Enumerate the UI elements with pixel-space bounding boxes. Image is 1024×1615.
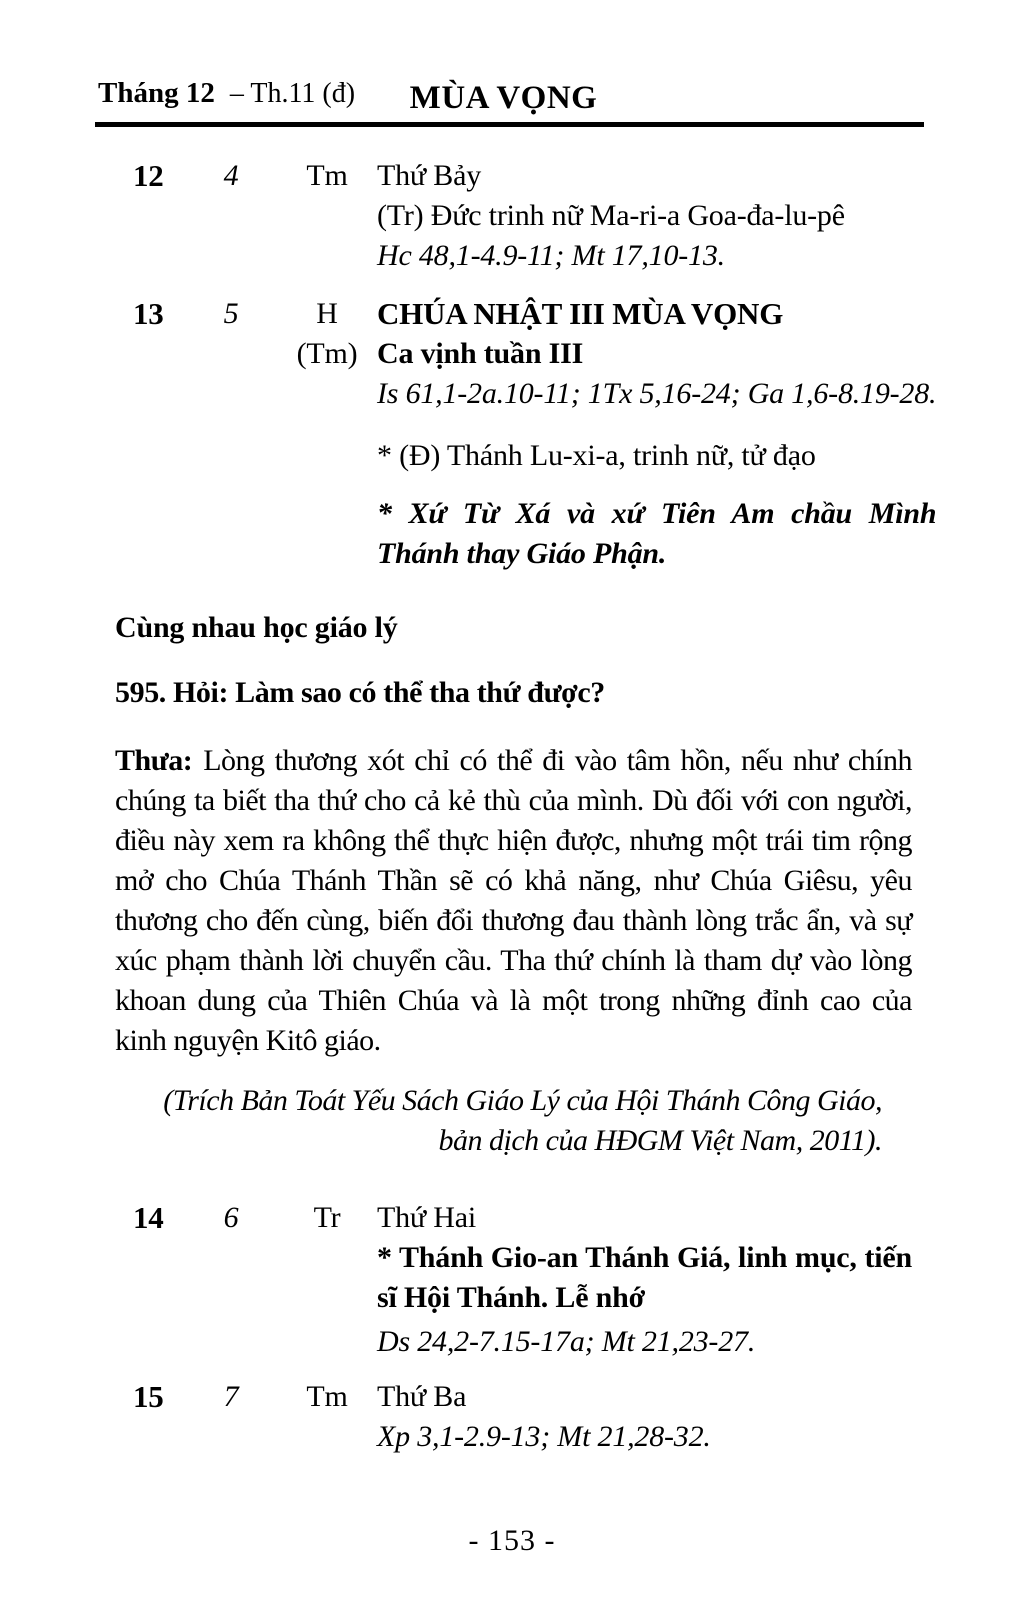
entry-day-number: 14 [133, 1200, 164, 1235]
calendar-entry-13 [95, 294, 937, 574]
answer-text: Lòng thương xót chỉ có thể đi vào tâm hồn, nếu như chính chúng ta biết tha thứ cho cả kẻ thù của mình. Dù đối với con người, điều này xem ra không thể thực hiện được, nhưng một trái tim rộng mở cho Chúa Thánh Thần sẽ có khả năng, như Chúa Giêsu, yêu thương cho đến cùng, biến đổi thương đau thành lòng trắc ẩn, và sự xúc phạm thành lời chuyển cầu. Tha thứ chính là tham dự vào lòng khoan dung của Thiên Chúa và là một trong những đỉnh cao của kinh nguyện Kitô giáo. [115, 744, 912, 1057]
entry-details [377, 156, 912, 276]
entry-liturgical-color: Tr [313, 1201, 341, 1234]
catechism-question: 595. Hỏi: Làm sao có thể tha thứ được? [115, 676, 605, 709]
entry-readings: Xp 3,1-2.9-13; Mt 21,28-32. [377, 1420, 711, 1453]
entry-details [377, 294, 936, 574]
calendar-entry-12 [95, 156, 912, 276]
catechism-citation [95, 1081, 882, 1161]
header-month-rest: – Th.11 (đ) [229, 78, 356, 109]
entry-memorial-note: * (Đ) Thánh Lu-xi-a, trinh nữ, tử đạo [377, 439, 816, 472]
entry-day-number: 13 [133, 296, 164, 331]
entry-liturgical-color: Tm [306, 159, 348, 192]
catechism-answer [115, 741, 912, 1061]
entry-readings: Hc 48,1-4.9-11; Mt 17,10-13. [377, 239, 725, 272]
entry-details [377, 1198, 912, 1362]
catechism-heading: Cùng nhau học giáo lý [115, 611, 398, 644]
calendar-entry-15 [95, 1377, 912, 1457]
header-month-bold: Tháng 12 [98, 77, 215, 109]
entry-lunar-day: 5 [223, 297, 239, 330]
entry-readings: Ds 24,2-7.15-17a; Mt 21,23-27. [377, 1325, 756, 1358]
entry-color-alt: (Tm) [296, 337, 358, 370]
entry-weekday: Thứ Ba [377, 1380, 467, 1413]
entry-color-main: H [316, 297, 338, 330]
entry-weekday: Thứ Bảy [377, 159, 482, 192]
entry-weekday: Thứ Hai [377, 1201, 477, 1234]
entry-lunar-day: 7 [223, 1380, 239, 1413]
entry-adoration-note: * Xứ Từ Xá và xứ Tiên Am chầu Mình Thánh thay Giáo Phận. [377, 497, 937, 570]
header-rule [95, 122, 924, 127]
page-number: - 153 - [468, 1524, 556, 1557]
entry-sunday-title: CHÚA NHẬT III MÙA VỌNG [377, 296, 784, 331]
entry-readings: Is 61,1-2a.10-11; 1Tx 5,16-24; Ga 1,6-8.19-28. [377, 377, 937, 410]
calendar-entry-14 [95, 1198, 912, 1362]
entry-memorial-note: * Thánh Gio-an Thánh Giá, linh mục, tiến sĩ Hội Thánh. Lễ nhớ [377, 1241, 912, 1314]
entry-day-number: 15 [133, 1379, 164, 1414]
entry-lunar-day: 4 [223, 159, 239, 192]
citation-line-1: (Trích Bản Toát Yếu Sách Giáo Lý của Hội Thánh Công Giáo, [163, 1084, 882, 1117]
entry-feast-line: (Tr) Đức trinh nữ Ma-ri-a Goa-đa-lu-pê [377, 199, 845, 232]
entry-day-number: 12 [133, 158, 164, 193]
entry-details [377, 1377, 912, 1457]
page-content [95, 0, 937, 1457]
entry-psalter-week: Ca vịnh tuần III [377, 337, 584, 370]
answer-label: Thưa: [115, 744, 193, 777]
season-title: MÙA VỌNG [409, 80, 598, 116]
page-header [95, 0, 912, 122]
citation-line-2: bản dịch của HĐGM Việt Nam, 2011). [438, 1124, 882, 1157]
entry-liturgical-color [277, 294, 377, 574]
entry-liturgical-color: Tm [306, 1380, 348, 1413]
entry-lunar-day: 6 [223, 1201, 239, 1234]
